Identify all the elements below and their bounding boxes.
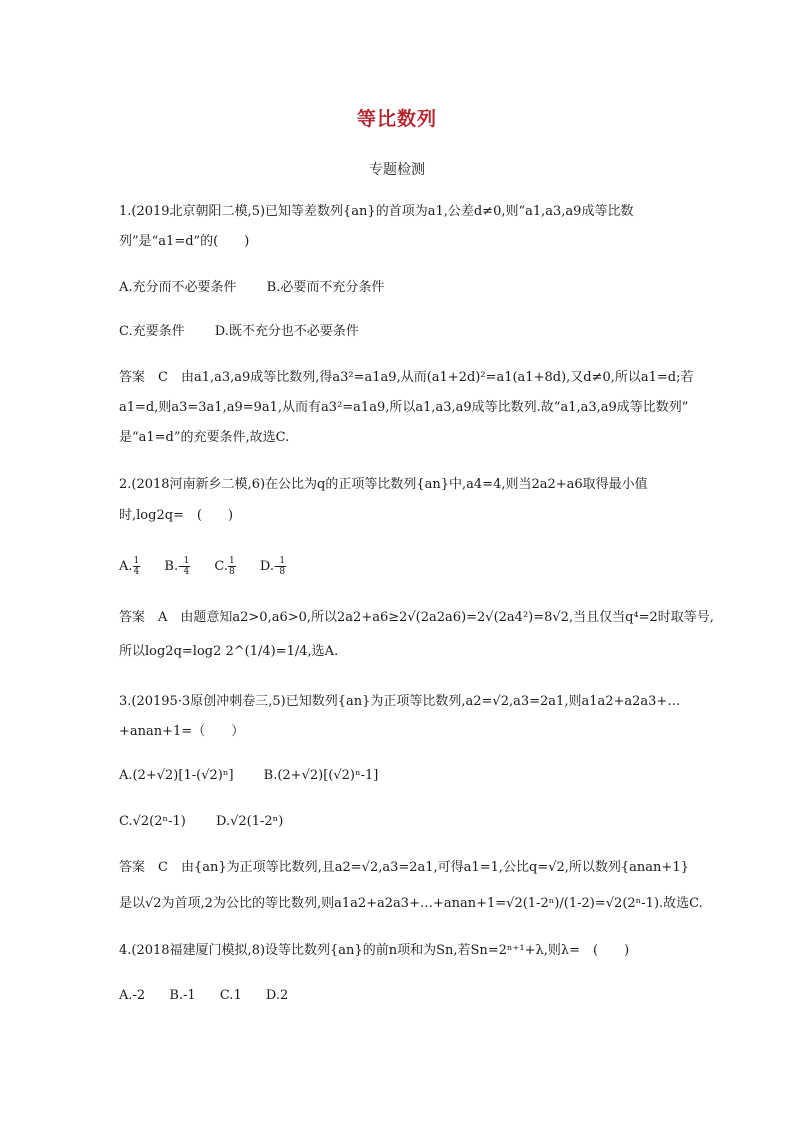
q3-option-b: B.(2+√2)[(√2)ⁿ-1] xyxy=(263,768,379,783)
q4-stem: 4.(2018福建厦门模拟,8)设等比数列{an}的前n项和为Sn,若Sn=2ⁿ⁺¹+λ,则λ= ( ) xyxy=(119,943,630,958)
q1-options-row2 xyxy=(119,323,385,341)
q1-options-row1 xyxy=(119,279,410,297)
q2-option-b: B.- $\frac{1}{4}$ xyxy=(164,556,190,577)
q4-option-c: C.1 xyxy=(219,988,242,1003)
q2-stem-line2: 时,log2q= ( ) xyxy=(119,508,234,523)
q2-option-c: C. $\frac{1}{8}$ xyxy=(214,556,235,577)
q4-option-b: B.-1 xyxy=(169,988,196,1003)
page-title: 等比数列 xyxy=(356,108,437,130)
q3-answer-line1: 答案 C 由{an}为正项等比数列,且a2=√2,a3=2a1,可得a1=1,公比q=√2,所以数列{anan+1} xyxy=(119,860,689,875)
q2-stem-line1: 2.(2018河南新乡二模,6)在公比为q的正项等比数列{an}中,a4=4,则当2a2+a6取得最小值 xyxy=(119,477,648,492)
q3-answer-line2: 是以√2为首项,2为公比的等比数列,则a1a2+a2a3+…+anan+1=√2(1-2ⁿ)/(1-2)=√2(2ⁿ-1).故选C. xyxy=(119,896,703,911)
q1-answer-line3: 是“a1=d”的充要条件,故选C. xyxy=(119,430,290,445)
q4-option-d: D.2 xyxy=(265,988,289,1003)
q1-answer-line2: a1=d,则a3=3a1,a9=9a1,从而有a3²=a1a9,所以a1,a3,a9成等比数列.故“a1,a3,a9成等比数列” xyxy=(119,400,689,415)
q3-options-row2 xyxy=(119,813,309,831)
q1-option-c: C.充要条件 xyxy=(119,324,185,339)
page-subtitle: 专题检测 xyxy=(369,162,425,178)
q1-answer-line1: 答案 C 由a1,a3,a9成等比数列,得a3²=a1a9,从而(a1+2d)²=a1(a1+8d),又d≠0,所以a1=d;若 xyxy=(119,370,694,385)
q3-option-d: D.√2(1-2ⁿ) xyxy=(216,814,284,829)
q3-stem-line1: 3.(20195·3原创冲刺卷三,5)已知数列{an}为正项等比数列,a2=√2,a3=2a1,则a1a2+a2a3+… xyxy=(119,694,681,709)
q1-option-a: A.充分而不必要条件 xyxy=(119,280,237,295)
q1-stem-line1: 1.(2019北京朝阳二模,5)已知等差数列{an}的首项为a1,公差d≠0,则“a1,a3,a9成等比数 xyxy=(119,204,634,219)
q2-option-d: D.- $\frac{1}{8}$ xyxy=(259,556,286,577)
q3-option-a: A.(2+√2)[1-(√2)ⁿ] xyxy=(119,768,234,783)
q2-answer-line2: 所以log2q=log2 2^(1/4)=1/4,选A. xyxy=(119,644,339,659)
q1-stem-line2: 列”是“a1=d”的( ) xyxy=(119,234,250,249)
q1-option-b: B.必要而不充分条件 xyxy=(266,280,385,295)
q3-option-c: C.√2(2ⁿ-1) xyxy=(119,814,186,829)
q3-options-row1 xyxy=(119,767,404,785)
q3-stem-line2: +anan+1=（ ） xyxy=(119,724,245,739)
q2-answer-line1: 答案 A 由题意知a2>0,a6>0,所以2a2+a6≥2√(2a2a6)=2√(2a4²)=8√2,当且仅当q⁴=2时取等号, xyxy=(119,610,714,625)
q2-option-a: A. $\frac{1}{4}$ xyxy=(119,556,140,577)
q4-option-a: A.-2 xyxy=(119,988,146,1003)
q1-option-d: D.既不充分也不必要条件 xyxy=(214,324,359,339)
q4-options xyxy=(119,987,308,1005)
q2-options xyxy=(119,556,306,577)
